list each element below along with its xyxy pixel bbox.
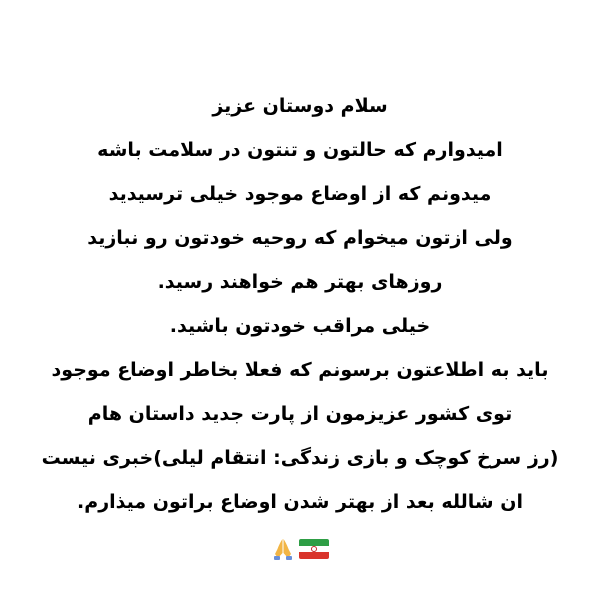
message-line: ان شالله بعد از بهتر شدن اوضاع براتون میذارم.	[77, 491, 523, 513]
greeting-line: سلام دوستان عزیز	[212, 95, 388, 117]
folded-hands-icon	[271, 537, 295, 561]
message-line: خیلی مراقب خودتون باشید.	[169, 315, 431, 337]
message-line: امیدوارم که حالتون و تنتون در سلامت باشه	[97, 139, 503, 161]
message-body	[0, 84, 600, 524]
message-line: روزهای بهتر هم خواهند رسید.	[157, 271, 443, 293]
emoji-row	[0, 534, 600, 564]
message-line: باید به اطلاعتون برسونم که فعلا بخاطر اوضاع موجود	[51, 359, 549, 381]
message-line: توی کشور عزیزمون از پارت جدید داستان هام	[87, 403, 513, 425]
message-line: (رز سرخ کوچک و بازی زندگی: انتقام لیلی)خبری نیست	[41, 447, 559, 469]
message-line: ولی ازتون میخوام که روحیه خودتون رو نبازید	[87, 227, 513, 249]
message-line: میدونم که از اوضاع موجود خیلی ترسیدید	[108, 183, 492, 205]
iran-flag-icon	[299, 539, 329, 559]
